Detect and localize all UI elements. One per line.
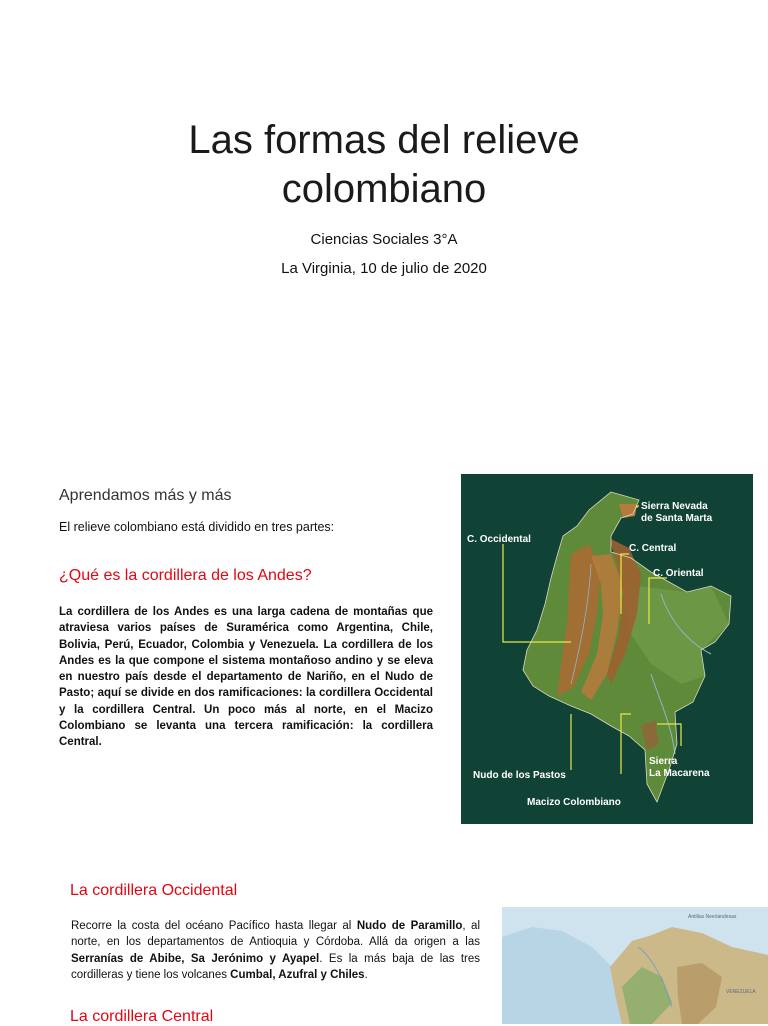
occidental-map-thumbnail xyxy=(502,907,768,1024)
title-line-1: Las formas del relieve xyxy=(188,118,580,162)
occidental-text-e: . Es la más baja de las tres cordilleras y tiene los volcanes xyxy=(71,952,481,981)
colombia-relief-map xyxy=(461,474,753,824)
label-macarena-2: La Macarena xyxy=(649,768,710,779)
slide-title xyxy=(0,116,768,214)
occidental-text-c: , al norte, en los departamentos de Antioquia y Córdoba. Allá da origen a las xyxy=(71,920,480,949)
map-label-antillas: Antillas Neerlandesas xyxy=(688,914,737,920)
course-subtitle: Ciencias Sociales 3°A xyxy=(310,231,458,248)
title-slide xyxy=(0,0,768,450)
label-central: C. Central xyxy=(629,543,677,554)
label-macizo: Macizo Colombiano xyxy=(527,797,621,808)
occidental-text-g: . xyxy=(364,968,368,981)
intro-text: El relieve colombiano está dividido en tres partes: xyxy=(59,520,335,534)
label-macarena-1: Sierra xyxy=(649,756,678,767)
label-oriental: C. Oriental xyxy=(653,568,704,579)
andes-paragraph: La cordillera de los Andes es una larga cadena de montañas que atraviesa varios países de Suramérica como Argentina, Chile, Bolivia, Perú, Ecuador, Colombia y Venezuela. La cordillera de los Andes es la que compone el sistema montañoso andino y se eleva en nuestro país desde el departamento de Nariño, en el Nudo de Pasto; aquí se divide en dos ramificaciones: la cordillera Occidental y la cordillera Central. Un poco más al norte, en el Macizo Colombiano se levanta una tercera ramificación: la cordillera Central. xyxy=(59,606,433,749)
occidental-text-d: Serranías de Abibe, Sa Jerónimo y Ayapel xyxy=(71,952,320,965)
occidental-text-b: Nudo de Paramillo xyxy=(356,920,463,932)
andes-question-heading: ¿Qué es la cordillera de los Andes? xyxy=(59,567,312,584)
map-label-venezuela: VENEZUELA xyxy=(726,989,756,995)
label-sierra-nevada-1: Sierra Nevada xyxy=(641,501,708,512)
title-line-2: colombiano xyxy=(281,167,487,211)
label-sierra-nevada-2: de Santa Marta xyxy=(641,513,713,524)
occidental-text-f: Cumbal, Azufral y Chiles xyxy=(230,968,365,981)
occidental-text-a: Recorre la costa del océano Pacífico hasta llegar al xyxy=(71,920,357,932)
occidental-paragraph xyxy=(71,918,480,983)
label-occidental: C. Occidental xyxy=(467,534,531,545)
section-heading: Aprendamos más y más xyxy=(59,487,232,504)
occidental-heading: La cordillera Occidental xyxy=(70,882,238,899)
label-nudo-pastos: Nudo de los Pastos xyxy=(473,770,566,781)
central-heading: La cordillera Central xyxy=(70,1008,214,1025)
date-subtitle: La Virginia, 10 de julio de 2020 xyxy=(281,260,487,277)
